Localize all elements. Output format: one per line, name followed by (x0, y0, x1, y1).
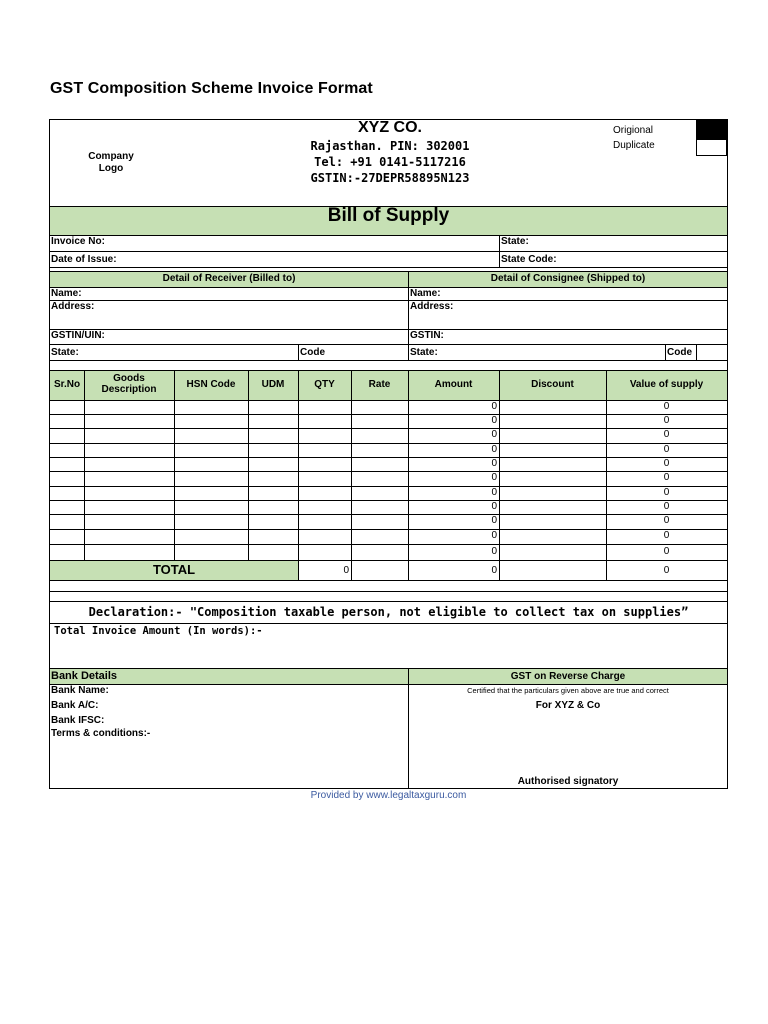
bank-ac-label: Bank A/C: (51, 700, 99, 711)
invoice-no-label: Invoice No: (51, 236, 105, 247)
row-amount: 0 (491, 487, 497, 498)
for-company-label: For XYZ & Co (535, 700, 601, 711)
row-amount: 0 (491, 458, 497, 469)
row-amount: 0 (491, 472, 497, 483)
bill-of-supply-title: Bill of Supply (327, 205, 450, 226)
row-value-of-supply: 0 (663, 487, 670, 498)
row-amount: 0 (491, 429, 497, 440)
col-rate: Rate (368, 379, 391, 390)
company-name: XYZ CO. (357, 119, 422, 136)
consignee-name-label: Name: (410, 288, 441, 299)
company-gstin: GSTIN:-27DEPR58895N123 (310, 171, 470, 185)
row-value-of-supply: 0 (663, 530, 670, 541)
row-value-of-supply: 0 (663, 444, 670, 455)
row-amount: 0 (491, 530, 497, 541)
document-title: GST Composition Scheme Invoice Format (50, 80, 373, 97)
row-value-of-supply: 0 (663, 415, 670, 426)
row-amount: 0 (491, 415, 497, 426)
row-amount: 0 (491, 444, 497, 455)
col-value-of-supply: Value of supply (629, 379, 704, 390)
col-discount: Discount (531, 379, 574, 390)
row-value-of-supply: 0 (663, 515, 670, 526)
receiver-name-label: Name: (51, 288, 82, 299)
total-qty: 0 (343, 565, 349, 576)
row-value-of-supply: 0 (663, 472, 670, 483)
total-amount: 0 (491, 565, 497, 576)
col-goods-description: Goods Description (101, 373, 157, 395)
footer-credit[interactable]: Provided by www.legaltaxguru.com (310, 790, 467, 801)
row-value-of-supply: 0 (663, 546, 670, 557)
company-logo-placeholder: Company Logo (88, 151, 134, 174)
receiver-address-label: Address: (51, 301, 95, 312)
receiver-code-label: Code (300, 347, 325, 358)
receiver-gstin-label: GSTIN/UIN: (51, 330, 105, 341)
authorised-signatory-label: Authorised signatory (517, 776, 619, 787)
row-value-of-supply: 0 (663, 501, 670, 512)
gst-reverse-charge-header: GST on Reverse Charge (510, 671, 626, 682)
state-code-label: State Code: (501, 254, 557, 265)
receiver-header: Detail of Receiver (Billed to) (162, 273, 296, 284)
row-value-of-supply: 0 (663, 458, 670, 469)
col-udm: UDM (261, 379, 285, 390)
bank-name-label: Bank Name: (51, 685, 109, 696)
consignee-state-label: State: (410, 347, 438, 358)
total-label: TOTAL (152, 562, 196, 577)
row-amount: 0 (491, 546, 497, 557)
bank-ifsc-label: Bank IFSC: (51, 715, 105, 726)
row-amount: 0 (491, 501, 497, 512)
total-in-words-label: Total Invoice Amount (In words):- (54, 625, 263, 637)
col-qty: QTY (314, 379, 335, 390)
original-checkbox[interactable] (696, 119, 728, 139)
total-value-of-supply: 0 (663, 565, 670, 576)
company-tel: Tel: +91 0141-5117216 (314, 155, 466, 169)
date-of-issue-label: Date of Issue: (51, 254, 117, 265)
col-hsn-code: HSN Code (186, 379, 236, 390)
row-value-of-supply: 0 (663, 401, 670, 412)
consignee-gstin-label: GSTIN: (410, 330, 444, 341)
col-amount: Amount (434, 379, 473, 390)
consignee-header: Detail of Consignee (Shipped to) (490, 273, 646, 284)
terms-conditions-label: Terms & conditions:- (51, 728, 151, 739)
col-srno: Sr.No (53, 379, 81, 390)
receiver-state-label: State: (51, 347, 79, 358)
row-amount: 0 (491, 401, 497, 412)
company-address: Rajasthan. PIN: 302001 (310, 139, 470, 153)
row-value-of-supply: 0 (663, 429, 670, 440)
declaration: Declaration:- "Composition taxable person, not eligible to collect tax on supplies” (88, 605, 689, 619)
invoice-state-label: State: (501, 236, 529, 247)
duplicate-copy-label: Duplicate (613, 140, 655, 151)
bank-details-header: Bank Details (51, 670, 118, 682)
consignee-address-label: Address: (410, 301, 454, 312)
original-copy-label: Origional (613, 125, 654, 136)
duplicate-checkbox[interactable] (696, 139, 727, 156)
row-amount: 0 (491, 515, 497, 526)
consignee-code-label: Code (667, 347, 692, 358)
certification-text: Certified that the particulars given above are true and correct (467, 686, 669, 695)
